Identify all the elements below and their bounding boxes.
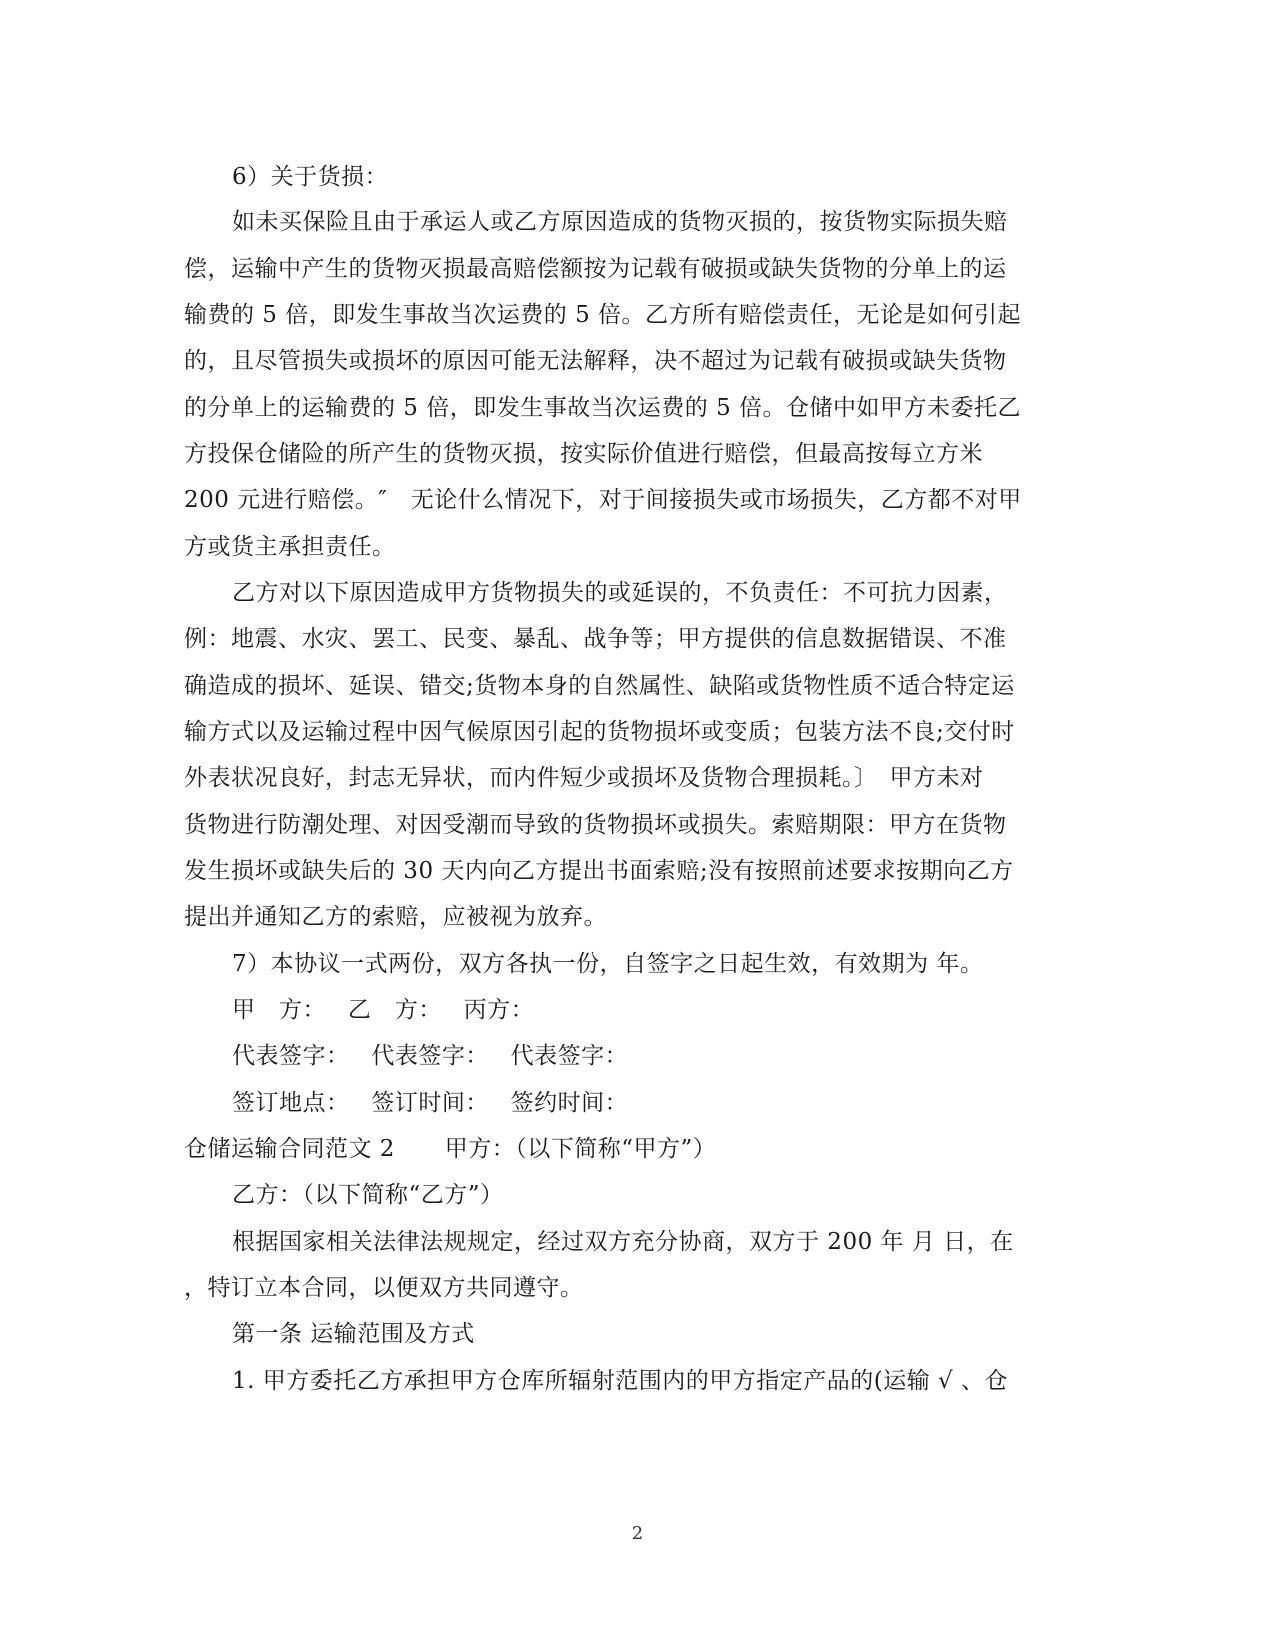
preamble-line: 根据国家相关法律法规规定，经过双方充分协商，双方于 200 年 月 日，在 xyxy=(232,1229,1014,1255)
paragraph-heading: 6）关于货损： xyxy=(232,164,389,190)
signature-label-contract-time: 签约时间： xyxy=(510,1090,629,1116)
signature-label-rep-a: 代表签字： xyxy=(232,1043,350,1069)
clause-7-line: 7）本协议一式两份，双方各执一份，自签字之日起生效，有效期为 年。 xyxy=(232,951,984,977)
article-1-item-1: 1. 甲方委托乙方承担甲方仓库所辐射范围内的甲方指定产品的(运输 √ 、仓 xyxy=(232,1368,1009,1394)
paragraph-line: 偿，运输中产生的货物灭损最高赔偿额按为记载有破损或缺失货物的分单上的运 xyxy=(184,256,1007,282)
paragraph-line: 的分单上的运输费的 5 倍，即发生事故当次运费的 5 倍。仓储中如甲方未委托乙 xyxy=(184,395,1022,421)
signature-label-party-b: 乙 方： xyxy=(347,997,442,1023)
paragraph-line: 输方式以及运输过程中因气候原因引起的货物损坏或变质；包装方法不良;交付时 xyxy=(184,719,1015,745)
section-2-title: 仓储运输合同范文 2 xyxy=(184,1136,395,1162)
signature-row-representatives xyxy=(232,1041,628,1071)
section-2-header-line xyxy=(184,1134,716,1164)
signature-label-rep-c: 代表签字： xyxy=(510,1043,629,1069)
paragraph-line: 如未买保险且由于承运人或乙方原因造成的货物灭损的，按货物实际损失赔 xyxy=(232,209,1008,235)
signature-label-place: 签订地点： xyxy=(232,1090,350,1116)
paragraph-line: 确造成的损坏、延误、错交;货物本身的自然属性、缺陷或货物性质不适合特定运 xyxy=(184,673,1015,699)
paragraph-line: 200 元进行赔偿。″ 无论什么情况下，对于间接损失或市场损失，乙方都不对甲 xyxy=(184,487,1022,513)
paragraph-line: 例：地震、水灾、罢工、民变、暴乱、战争等；甲方提供的信息数据错误、不准 xyxy=(184,626,1007,652)
signature-label-party-c: 丙方： xyxy=(463,997,535,1023)
signature-label-rep-b: 代表签字： xyxy=(371,1043,489,1069)
paragraph-line: 输费的 5 倍，即发生事故当次运费的 5 倍。乙方所有赔偿责任，无论是如何引起 xyxy=(184,302,1022,328)
preamble-line: ，特订立本合同，以便双方共同遵守。 xyxy=(184,1275,584,1301)
paragraph-line: 提出并通知乙方的索赔，应被视为放弃。 xyxy=(184,904,607,930)
paragraph-line: 方或货主承担责任。 xyxy=(184,534,396,560)
paragraph-line: 乙方对以下原因造成甲方货物损失的或延误的，不负责任：不可抗力因素， xyxy=(232,580,1008,606)
party-b-line: 乙方：（以下简称“乙方”） xyxy=(232,1182,504,1208)
paragraph-line: 方投保仓储险的所产生的货物灭损，按实际价值进行赔偿，但最高按每立方米 xyxy=(184,441,983,467)
signature-label-party-a: 甲 方： xyxy=(232,997,326,1023)
signature-row-parties xyxy=(232,995,534,1025)
paragraph-line: 发生损坏或缺失后的 30 天内向乙方提出书面索赔;没有按照前述要求按期向乙方 xyxy=(184,858,1014,884)
party-a-line: 甲方：（以下简称“甲方”） xyxy=(444,1136,717,1162)
article-1-title: 第一条 运输范围及方式 xyxy=(232,1321,475,1347)
paragraph-line: 货物进行防潮处理、对因受潮而导致的货物损坏或损失。索赔期限：甲方在货物 xyxy=(184,812,1007,838)
signature-label-sign-time: 签订时间： xyxy=(371,1090,489,1116)
paragraph-line: 的，且尽管损失或损坏的原因可能无法解释，决不超过为记载有破损或缺失货物 xyxy=(184,348,1007,374)
page-number: 2 xyxy=(631,1523,644,1544)
signature-row-place-time xyxy=(232,1088,628,1118)
paragraph-line: 外表状况良好，封志无异状，而内件短少或损坏及货物合理损耗。〕 甲方未对 xyxy=(184,765,984,791)
